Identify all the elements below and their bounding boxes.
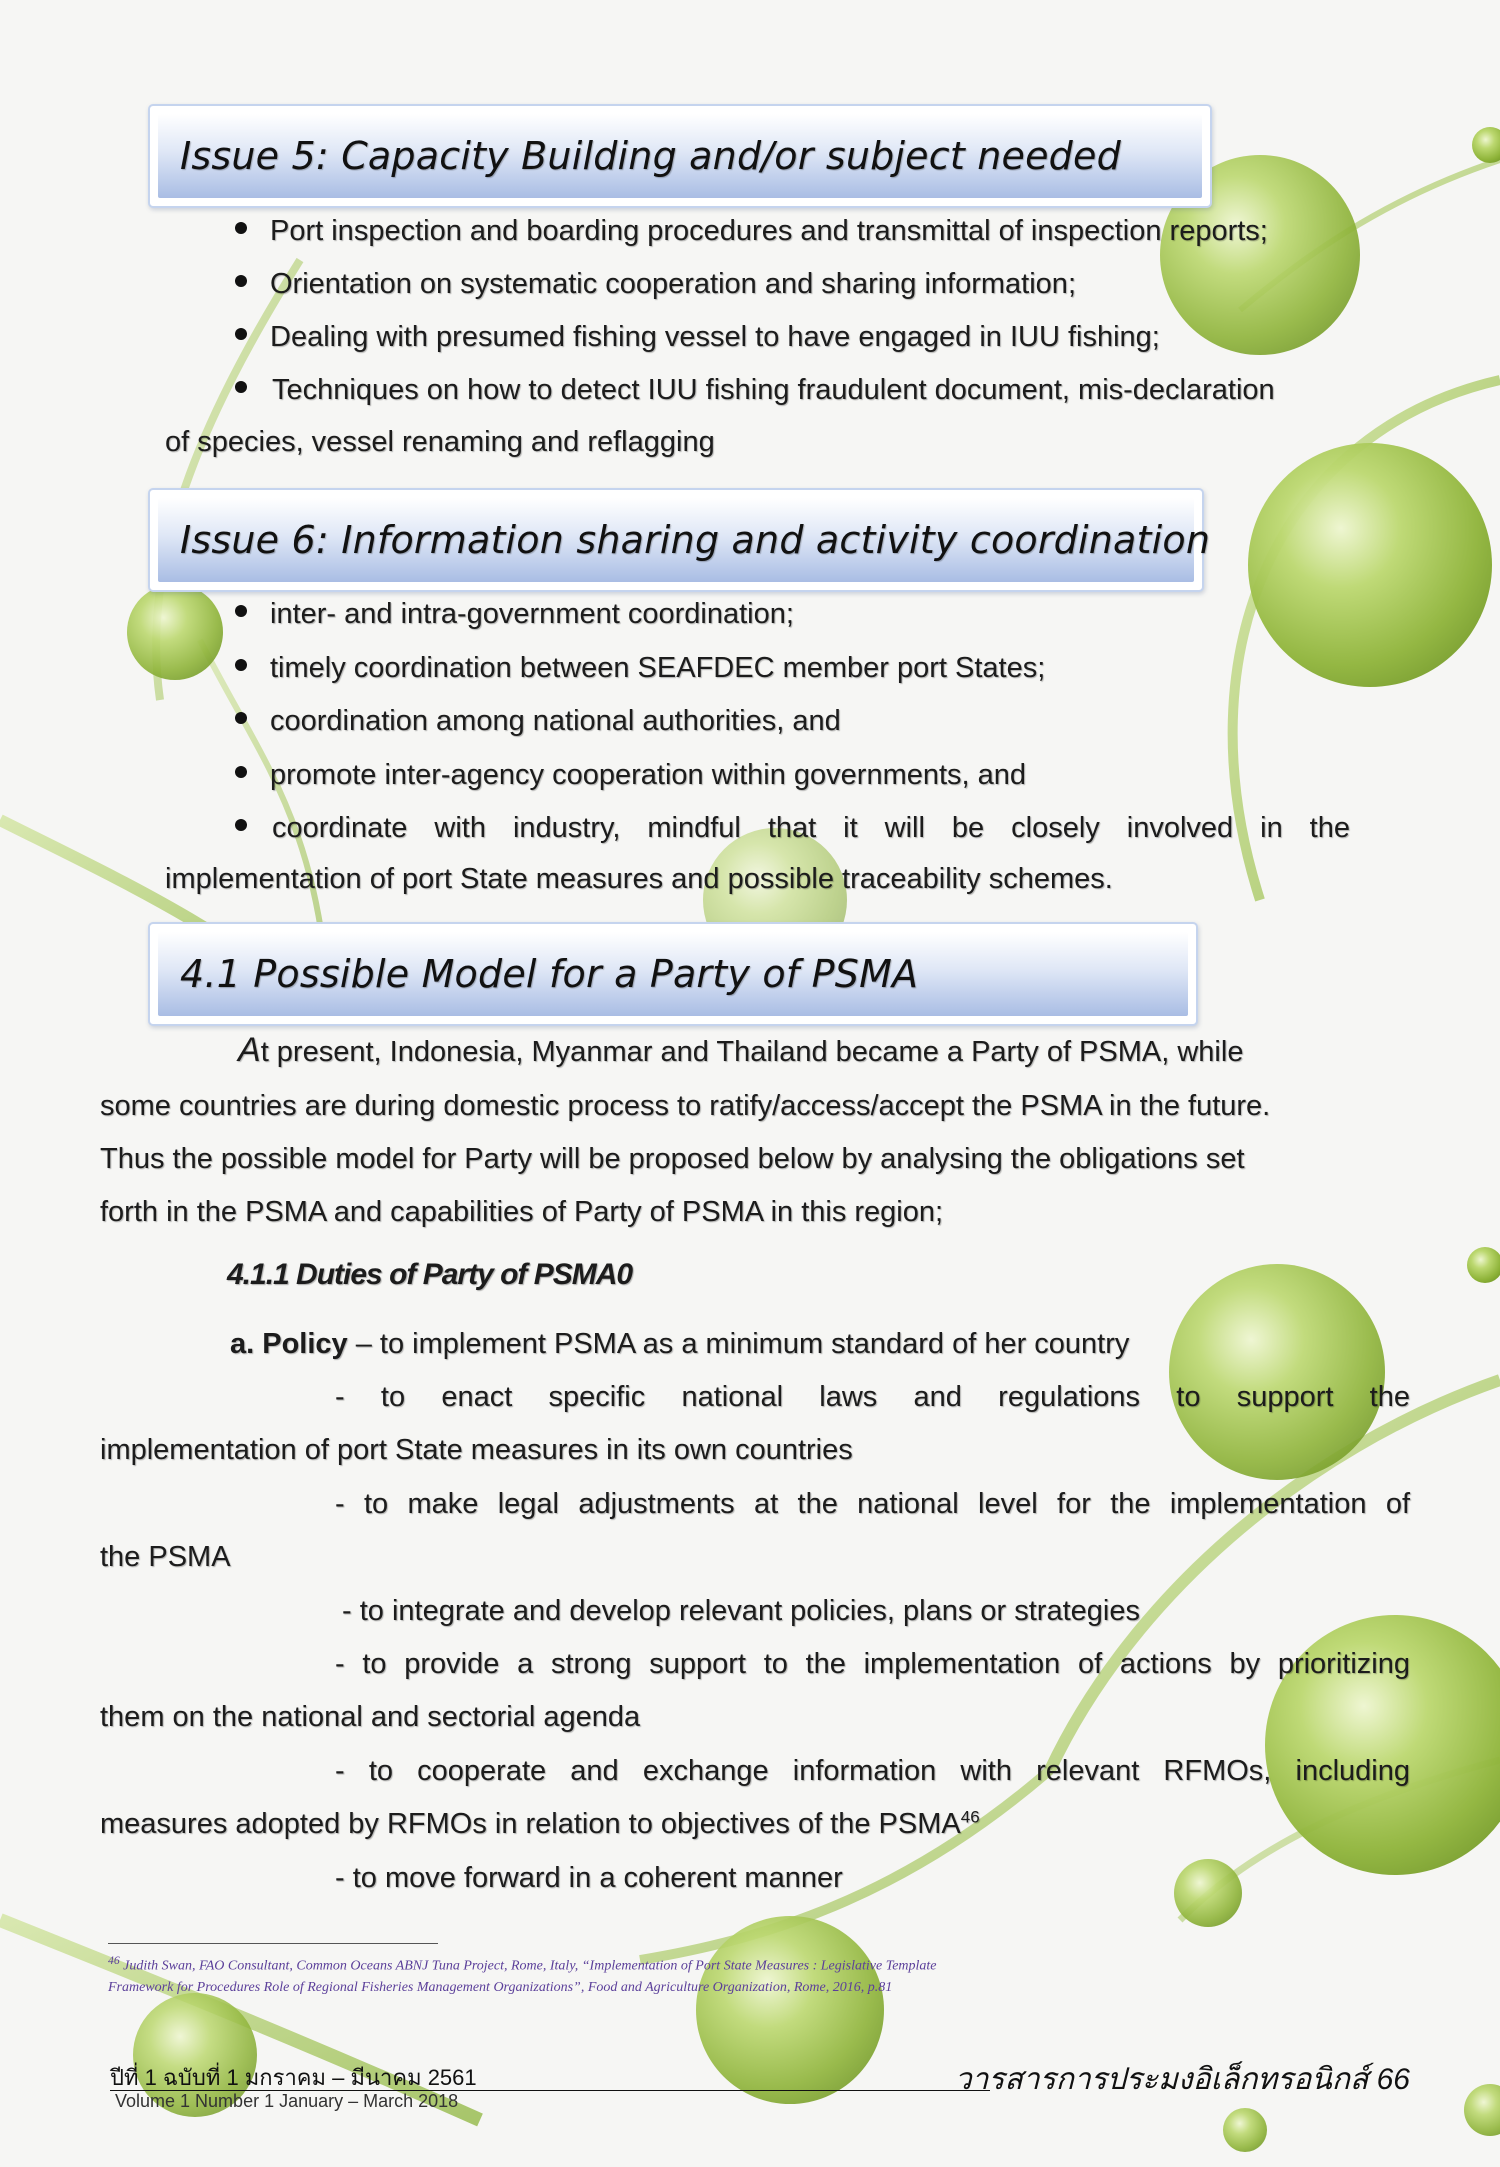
list-item: coordinate with industry, mindful that it will be closely involved in the [272,812,1350,844]
issue5-heading: Issue 5: Capacity Building and/or subject needed [180,134,1121,178]
section-4-1-heading-box [148,922,1198,1026]
bullet-icon [235,222,247,234]
policy-label: a. Policy [230,1328,348,1360]
footnote-text: Judith Swan, FAO Consultant, Common Oceans ABNJ Tuna Project, Rome, Italy, “Implementation of Port State Measures : Legislative Template Framework for Procedures Role of Regional Fisheries Management Organizations”, Food and Agriculture Organization, Rome, 2016, p.81 [108,1958,937,1995]
list-item: timely coordination between SEAFDEC member port States; [270,652,1046,684]
list-item-continuation: implementation of port State measures and possible traceability schemes. [165,863,1113,895]
bullet-icon [235,275,247,287]
paragraph-line: some countries are during domestic process to ratify/access/accept the PSMA in the future. [100,1090,1271,1122]
policy-line: a. Policy – to implement PSMA as a minimum standard of her country [230,1328,1130,1360]
bullet-icon [235,605,247,617]
policy-item: - to integrate and develop relevant policies, plans or strategies [342,1595,1140,1627]
policy-item: - to cooperate and exchange information with relevant RFMOs, including [335,1755,1410,1787]
issue6-heading: Issue 6: Information sharing and activity coordination [180,518,1211,562]
footer-journal-page: วารสารการประมงอิเล็กทรอนิกส์ 66 [954,2063,1410,2096]
bullet-icon [235,712,247,724]
list-item: Techniques on how to detect IUU fishing fraudulent document, mis-declaration [272,374,1275,406]
list-item: inter- and intra-government coordination; [270,598,794,630]
footer-thai-issue: ปีที่ 1 ฉบับที่ 1 มกราคม – มีนาคม 2561 [110,2065,477,2090]
bullet-icon [235,659,247,671]
paragraph-line: At present, Indonesia, Myanmar and Thailand became a Party of PSMA, while [238,1031,1244,1069]
issue5-heading-box [148,104,1212,208]
policy-item-continuation: them on the national and sectorial agenda [100,1701,641,1733]
policy-item: - to move forward in a coherent manner [335,1862,843,1894]
list-item: coordination among national authorities, and [270,705,841,737]
footnote-reference[interactable]: 46 [960,1807,980,1827]
bullet-icon [235,766,247,778]
list-item-continuation: of species, vessel renaming and reflagging [165,426,715,458]
footer-volume: Volume 1 Number 1 January – March 2018 [115,2091,459,2111]
bullet-icon [235,328,247,340]
paragraph-line: forth in the PSMA and capabilities of Party of PSMA in this region; [100,1196,944,1228]
policy-item: - to provide a strong support to the implementation of actions by prioritizing [335,1648,1410,1680]
list-item: Port inspection and boarding procedures and transmittal of inspection reports; [270,215,1268,247]
policy-item-continuation: implementation of port State measures in its own countries [100,1434,853,1466]
footnote-number: 46 [108,1954,120,1967]
section-4-1-heading: 4.1 Possible Model for a Party of PSMA [180,952,919,996]
footnote-divider [108,1943,438,1944]
list-item: promote inter-agency cooperation within governments, and [270,759,1027,791]
issue6-heading-box [148,488,1211,592]
list-item: Dealing with presumed fishing vessel to have engaged in IUU fishing; [270,321,1160,353]
footnote [108,1950,968,1998]
policy-item: - to enact specific national laws and regulations to support the [335,1381,1410,1413]
policy-item-continuation: measures adopted by RFMOs in relation to objectives of the PSMA$^{46}$ [100,1807,980,1840]
bullet-icon [235,381,247,393]
policy-item-continuation: the PSMA [100,1541,231,1573]
drop-cap: A [238,1031,261,1069]
list-item: Orientation on systematic cooperation and sharing information; [270,268,1076,300]
section-4-1-1-subheading: 4.1.1 Duties of Party of PSMA0 [227,1258,633,1291]
policy-item: - to make legal adjustments at the national level for the implementation of [335,1488,1410,1520]
paragraph-line: Thus the possible model for Party will be proposed below by analysing the obligations set [100,1143,1245,1175]
bullet-icon [235,819,247,831]
